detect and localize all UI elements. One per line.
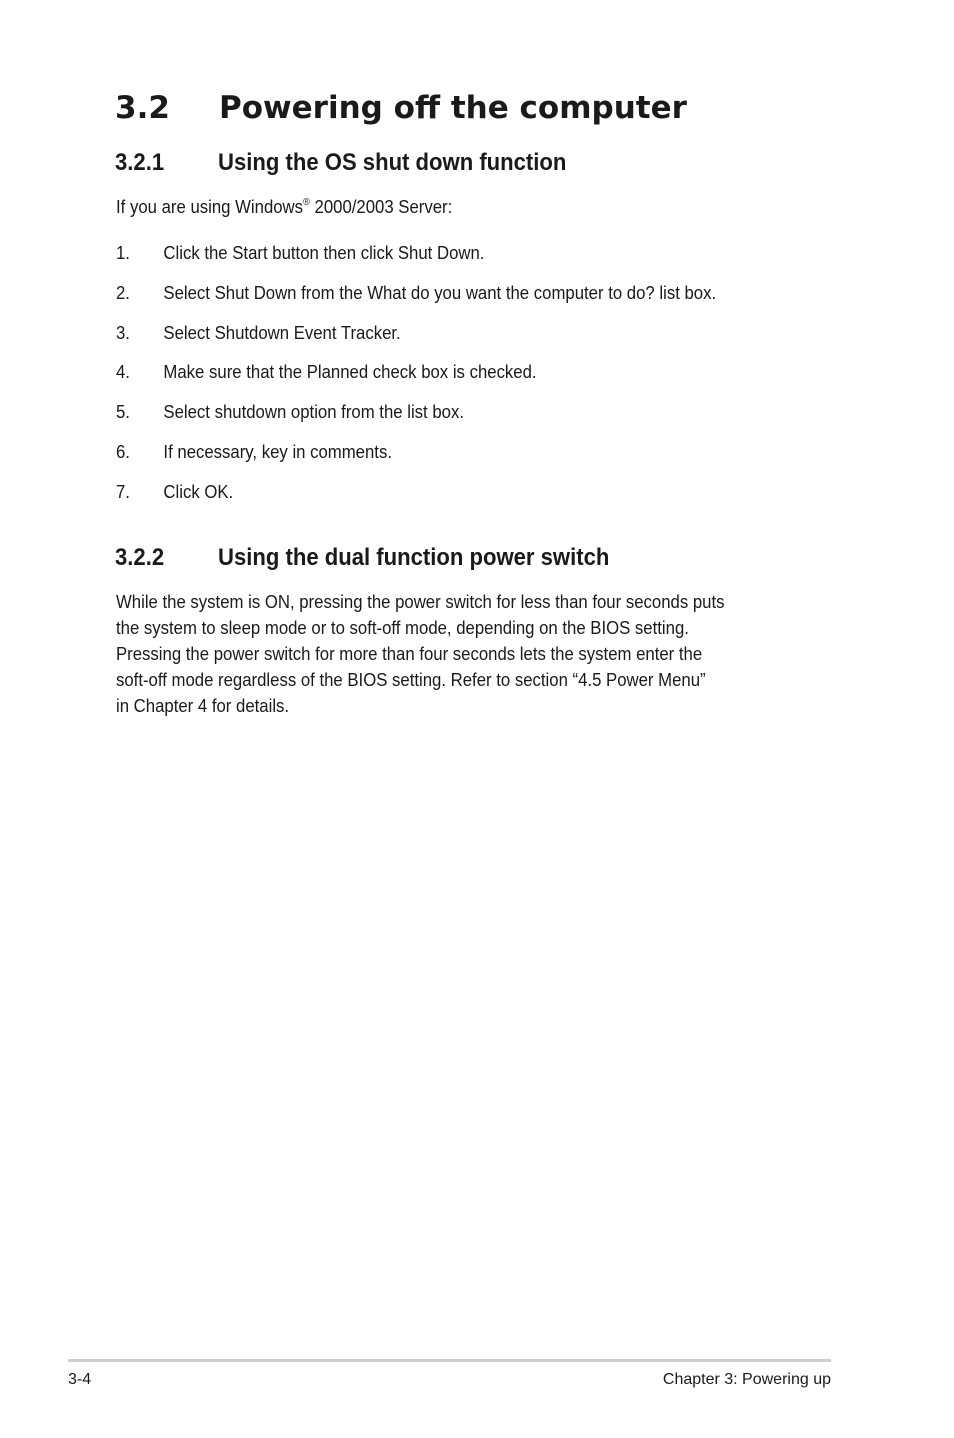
step-text: Make sure that the Planned check box is checked. [163,362,537,383]
step-text: If necessary, key in comments. [163,441,392,462]
list-item [116,241,716,281]
step-number: 2. [116,282,130,303]
subsection-heading-1 [115,148,566,178]
step-number: 4. [116,362,130,383]
paragraph-line: the system to sleep mode or to soft-off mode, depending on the BIOS setting. [116,618,689,638]
step-text: Click OK. [163,481,234,502]
paragraph-line: in Chapter 4 for details. [116,696,290,716]
power-switch-paragraph [116,589,828,719]
step-text: Click the Start button then click Shut Down. [163,243,485,263]
chapter-label: Chapter 3: Powering up [662,1371,831,1388]
step-number: 1. [116,243,130,263]
intro-text [116,195,452,219]
footer-divider [68,1359,831,1362]
page-number: 3-4 [68,1371,92,1388]
list-item [116,480,716,520]
intro-text-end: 2000/2003 Server: [309,197,453,217]
list-item [116,400,716,440]
list-item [116,440,716,480]
step-number: 7. [116,481,130,502]
registered-mark: ® [303,197,310,208]
paragraph-line: While the system is ON, pressing the power switch for less than four seconds puts [116,592,725,612]
step-number: 5. [116,402,130,423]
list-item [116,321,716,361]
section-heading [115,88,687,128]
paragraph-line: soft-off mode regardless of the BIOS setting. Refer to section “4.5 Power Menu” [116,670,706,690]
subsection-number-2: 3.2.2 [115,544,165,571]
subsection-title-2: Using the dual function power switch [218,544,610,571]
step-text: Select Shutdown Event Tracker. [163,322,401,343]
subsection-title-1: Using the OS shut down function [218,149,567,176]
subsection-number-1: 3.2.1 [115,149,165,176]
step-number: 3. [116,322,130,343]
list-item [116,281,716,321]
step-number: 6. [116,441,130,462]
step-text: Select Shut Down from the What do you want the computer to do? list box. [163,282,717,303]
paragraph-line: Pressing the power switch for more than four seconds lets the system enter the [116,644,703,664]
intro-text-start: If you are using Windows [116,197,304,217]
shutdown-steps-list [116,241,761,520]
section-number: 3.2 [115,90,170,126]
section-title: Powering off the computer [219,90,687,126]
subsection-heading-2 [115,543,609,573]
list-item [116,360,716,400]
step-text: Select shutdown option from the list box. [163,402,464,423]
